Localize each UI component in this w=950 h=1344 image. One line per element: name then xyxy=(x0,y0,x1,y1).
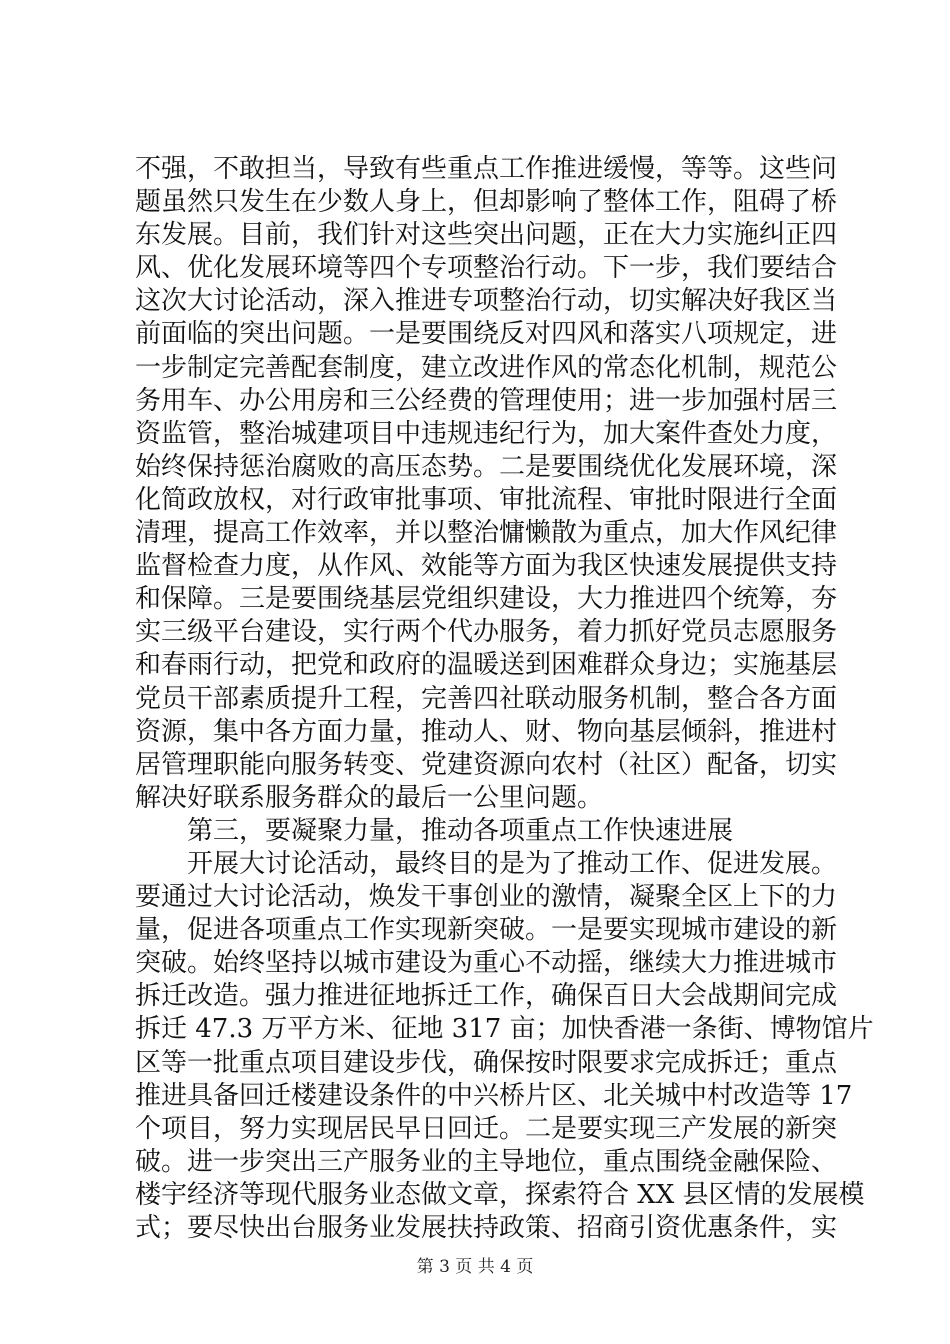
text-line: 区等一批重点项目建设步伐，确保按时限要求完成拆迁；重点 xyxy=(135,1047,838,1078)
text-line: 和保障。三是要围绕基层党组织建设，大力推进四个统筹，夯 xyxy=(135,584,838,615)
text-line: 个项目，努力实现居民早日回迁。二是要实现三产发展的新突 xyxy=(135,1113,838,1144)
text-line: 拆迁 47.3 万平方米、征地 317 亩；加快香港一条街、博物馆片 xyxy=(135,1014,874,1045)
text-line: 资源，集中各方面力量，推动人、财、物向基层倾斜，推进村 xyxy=(135,716,838,747)
paragraph-1 xyxy=(135,153,838,815)
section-heading: 第三，要凝聚力量，推动各项重点工作快速进展 xyxy=(187,815,734,846)
text-line: 开展大讨论活动，最终目的是为了推动工作、促进发展。 xyxy=(187,848,838,879)
text-line: 不强，不敢担当，导致有些重点工作推进缓慢，等等。这些问 xyxy=(135,154,838,184)
text-line: 始终保持惩治腐败的高压态势。二是要围绕优化发展环境，深 xyxy=(135,451,838,482)
text-line: 党员干部素质提升工程，完善四社联动服务机制，整合各方面 xyxy=(135,683,838,714)
text-line: 解决好联系服务群众的最后一公里问题。 xyxy=(135,782,604,813)
text-line: 突破。始终坚持以城市建设为重心不动摇，继续大力推进城市 xyxy=(135,948,838,979)
text-line: 居管理职能向服务转变、党建资源向农村（社区）配备，切实 xyxy=(135,749,838,780)
text-line: 拆迁改造。强力推进征地拆迁工作，确保百日大会战期间完成 xyxy=(135,981,838,1012)
text-line: 量，促进各项重点工作实现新突破。一是要实现城市建设的新 xyxy=(135,915,838,946)
text-line: 要通过大讨论活动，焕发干事创业的激情，凝聚全区上下的力 xyxy=(135,882,838,913)
text-line: 资监管，整治城建项目中违规违纪行为，加大案件查处力度， xyxy=(135,418,838,449)
text-line: 风、优化发展环境等四个专项整治行动。下一步，我们要结合 xyxy=(135,253,838,284)
page-number-footer: 第 3 页 共 4 页 xyxy=(416,1257,534,1277)
text-line: 前面临的突出问题。一是要围绕反对四风和落实八项规定，进 xyxy=(135,319,838,350)
text-line: 务用车、办公用房和三公经费的管理使用；进一步加强村居三 xyxy=(135,385,838,416)
text-line: 破。进一步突出三产服务业的主导地位，重点围绕金融保险、 xyxy=(135,1146,838,1177)
text-line: 东发展。目前，我们针对这些突出问题，正在大力实施纠正四 xyxy=(135,220,838,251)
document-body xyxy=(135,153,874,1245)
text-line: 化简政放权，对行政审批事项、审批流程、审批时限进行全面 xyxy=(135,484,838,515)
text-line: 这次大讨论活动，深入推进专项整治行动，切实解决好我区当 xyxy=(135,286,838,317)
paragraph-2 xyxy=(135,848,874,1245)
text-line: 式；要尽快出台服务业发展扶持政策、招商引资优惠条件，实 xyxy=(135,1213,838,1243)
text-line: 和春雨行动，把党和政府的温暖送到困难群众身边；实施基层 xyxy=(135,650,838,681)
text-line: 监督检查力度，从作风、效能等方面为我区快速发展提供支持 xyxy=(135,551,838,582)
text-line: 实三级平台建设，实行两个代办服务，着力抓好党员志愿服务 xyxy=(135,617,838,648)
text-line: 推进具备回迁楼建设条件的中兴桥片区、北关城中村改造等 17 xyxy=(135,1080,853,1111)
text-line: 楼宇经济等现代服务业态做文章，探索符合 XX 县区情的发展模 xyxy=(135,1179,865,1210)
text-line: 一步制定完善配套制度，建立改进作风的常态化机制，规范公 xyxy=(135,352,838,383)
text-line: 题虽然只发生在少数人身上，但却影响了整体工作，阻碍了桥 xyxy=(135,187,838,218)
text-line: 清理，提高工作效率，并以整治慵懒散为重点，加大作风纪律 xyxy=(135,518,838,549)
